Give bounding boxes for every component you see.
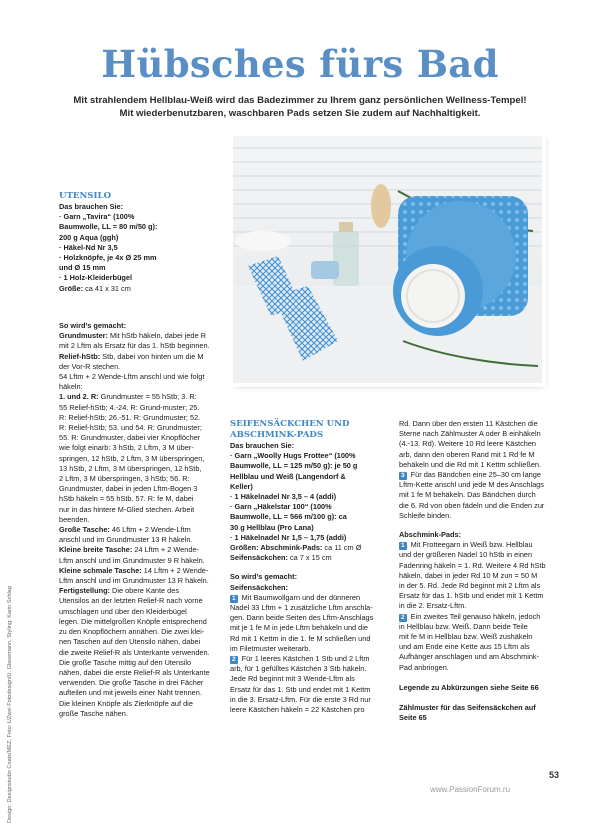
instruction-line: [59, 637, 221, 647]
step-line: mit je 1 fe M in jede Lftm behäkeln und die: [230, 623, 368, 633]
seifen-column: [230, 419, 395, 715]
product-photo: [233, 136, 542, 383]
step-line: und der größeren Nadel 10 hStb in einen: [399, 550, 533, 560]
instruction-line: [59, 607, 221, 617]
needs-item: · 1 Häkelnadel Nr 1,5 – 1,75 (addi): [230, 532, 347, 542]
step-number: 2: [401, 613, 405, 621]
how-heading: So wird’s gemacht:: [230, 572, 298, 582]
needs-item: · Garn „Häkelstar 100“ (100%: [230, 502, 332, 512]
step-line: mit 1 fe M behäkeln. Das Bändchen durch: [399, 490, 536, 500]
size-label: Seifensäckchen:: [230, 553, 288, 563]
step-line: in die 3. Ersatz-Lftm. Für die erste 3 Rd nur: [230, 694, 371, 704]
step-line: [230, 593, 395, 603]
instruction-line: [59, 658, 221, 668]
step-line: Ersatz für das 1. hStb und endet mit 1 Kettm: [399, 591, 544, 601]
instruction-text: umschlagen und über den Kleiderbügel: [59, 606, 187, 616]
size-value: ca 11 cm Ø: [322, 543, 362, 553]
step-line: im Filetmuster weiterarb.: [230, 643, 311, 653]
step-line: Fadenring häkeln = 1. Rd. Weitere 4 Rd hStb: [399, 560, 546, 570]
instruction-text: verwenden. Die große Tasche in drei Fächer: [59, 678, 204, 688]
text-line: behäkeln und die Rd mit 1 Kettm schließen.: [399, 459, 542, 469]
instruction-text: 2 Lftm, 3 M überspringen, 3 hStb; 56. R:: [59, 474, 190, 484]
instruction-text: nen Taschen auf den Utensilo nähen, dabei: [59, 637, 201, 647]
instruction-line: [59, 392, 221, 402]
step-line: [230, 654, 395, 664]
step-line: Pad anbringen.: [399, 662, 449, 672]
intro-line: Mit wiederbenutzbaren, waschbaren Pads setzen Sie zudem auf Nachhaltigkeit.: [119, 108, 481, 119]
instruction-line: [59, 433, 221, 443]
step-line: Nadel 33 Lftm + 1 zusätzliche Lftm anschla-: [230, 603, 373, 613]
instruction-line: [59, 709, 221, 719]
instruction-text: legen. Die mittelgroßen Knöpfe entsprechend: [59, 616, 207, 626]
step-text: Für das Bändchen eine 25–30 cm lange: [408, 470, 541, 480]
needs-item: · 1 Häkelnadel Nr 3,5 – 4 (addi): [230, 492, 337, 502]
needs-item: Baumwolle, LL = 566 m/100 g): ca: [230, 512, 347, 522]
instruction-line: [59, 352, 221, 362]
instruction-text: Mit hStb häkeln, dabei jede R: [107, 331, 206, 341]
instruction-text: der Vor-R stechen.: [59, 361, 121, 371]
instruction-text: R: Relief-hStb; 53. und 54. R: Grundmuster;: [59, 423, 202, 433]
needs-item: 200 g Aqua (ggh): [59, 232, 119, 242]
intro-text: [60, 94, 540, 120]
instruction-text: springen, 12 hStb, 2 Lftm, 3 M überspringen,: [59, 453, 205, 463]
instruction-label: Grundmuster:: [59, 331, 108, 341]
instruction-text: aufteilen und mit jeweils einer Naht trennen.: [59, 688, 202, 698]
instruction-text: Lftm anschl und im Grundmuster 13 R häkeln.: [59, 576, 209, 586]
step-line: leere Kästchen häkeln = 22 Kästchen pro: [230, 705, 365, 715]
instruction-text: 54 Lftm + 2 Wende-Lftm anschl und wie folgt: [59, 372, 205, 382]
instruction-line: [59, 617, 221, 627]
instruction-line: [59, 515, 221, 525]
step-line: [399, 612, 559, 622]
needs-item: Baumwolle, LL = 125 m/50 g): je 50 g: [230, 461, 358, 471]
step-line: in der 5. Rd. Jede Rd beginnt mit 2 Lftm als: [399, 581, 541, 591]
size-line: [59, 284, 221, 294]
instruction-text: nur in das hintere M-Glied stechen. Arbeit: [59, 504, 195, 514]
instruction-line: [59, 403, 221, 413]
step-line: mit fe M in Hellblau bzw. Weiß zushäkeln: [399, 632, 533, 642]
step-line: Jede Rd beginnt mit 3 Wende-Lftm als: [230, 674, 355, 684]
instruction-label: 1. und 2. R:: [59, 392, 99, 402]
instruction-line: [59, 474, 221, 484]
step-number: 1: [232, 594, 236, 602]
instruction-text: anschl und im Grundmuster 13 R häkeln.: [59, 535, 193, 545]
instruction-label: Kleine schmale Tasche:: [59, 565, 142, 575]
instruction-text: zu den Knopflöchern annähen. Die zwei klei-: [59, 627, 205, 637]
needs-item: · 1 Holz-Kleiderbügel: [59, 273, 133, 283]
text-line: arb, dann den oberen Rand mit 1 Rd fe M: [399, 449, 535, 459]
step-number: 3: [401, 472, 405, 480]
instruction-text: Lftm anschl und im Grundmuster 9 R häkeln.: [59, 555, 205, 565]
instruction-text: R: Relief-hStb; 26.-51. R: Grundmuster; 52.: [59, 412, 201, 422]
instruction-text: beenden.: [59, 514, 90, 524]
instruction-line: [59, 494, 221, 504]
instruction-text: 55. R: Grundmuster, dabei vier Knopflöcher: [59, 433, 201, 443]
needs-item: · Garn „Tavira“ (100%: [59, 212, 135, 222]
section-heading: SEIFENSÄCKCHEN UND: [230, 419, 350, 429]
instruction-text: Stb, dabei von hinten um die M: [100, 351, 204, 361]
size-label: Größen: Abschmink-Pads:: [230, 543, 323, 553]
instruction-text: mit 2 Lftm als Ersatz für das 1. hStb beginnen.: [59, 341, 210, 351]
step-text: Mit Baumwollgarn und der dünneren: [239, 592, 361, 602]
instruction-line: [59, 423, 221, 433]
step-line: häkeln, dabei in jeder Rd 10 M zun = 50 M: [399, 570, 538, 580]
step-line: arb, für 1 gefülltes Kästchen 3 Stb häkeln.: [230, 664, 367, 674]
step-line: die 6. Rd von oben fädeln und die Enden zur: [399, 500, 545, 510]
instruction-line: [59, 362, 221, 372]
instruction-text: 14 Lftm + 2 Wende-: [141, 565, 209, 575]
instruction-line: [59, 454, 221, 464]
instruction-text: nähen, dabei die erste Relief-R als Unterkante: [59, 667, 210, 677]
step-line: [399, 540, 559, 550]
instruction-line: [59, 699, 221, 709]
page-title: Hübsches fürs Bad: [101, 42, 499, 86]
right-column: [399, 419, 559, 723]
needs-item: Keller): [230, 481, 253, 491]
watermark: www.PassionForum.ru: [430, 785, 511, 794]
instruction-line: [59, 596, 221, 606]
instruction-text: Die große Tasche mittig auf den Utensilo: [59, 657, 192, 667]
instruction-line: [59, 443, 221, 453]
utensilo-column: [59, 191, 221, 294]
needs-item: Hellblau und Weiß (Langendorf &: [230, 471, 346, 481]
instruction-line: [59, 331, 221, 341]
utensilo-instructions: [59, 321, 221, 719]
step-text: Für 1 leeres Kästchen 1 Stb und 2 Lftm: [239, 654, 370, 664]
instruction-line: [59, 627, 221, 637]
size-line: [230, 543, 395, 553]
instruction-line: [59, 586, 221, 596]
instruction-text: große Tasche nähen.: [59, 708, 128, 718]
instructions-body: [59, 331, 221, 719]
step-text: Mit Frotteegarn in Weiß bzw. Hellblau: [408, 540, 533, 550]
instruction-line: [59, 382, 221, 392]
instruction-line: [59, 505, 221, 515]
step-number: 2: [232, 656, 236, 664]
instruction-label: Große Tasche:: [59, 525, 110, 535]
step-line: und am Ende eine Kette aus 15 Lftm als: [399, 642, 530, 652]
instruction-line: [59, 525, 221, 535]
photo-credit: Design: Designstudio Coats/MEZ, Foto: UZwei Fotodesign/U. Glasemann, Styling: Karin Schlag: [7, 586, 13, 823]
instruction-text: häkeln:: [59, 382, 83, 392]
step-number: 1: [401, 542, 405, 550]
size-value: ca 7 x 15 cm: [287, 553, 332, 563]
step-line: in die 2. Ersatz-Lftm.: [399, 601, 467, 611]
instruction-label: Fertigstellung:: [59, 586, 110, 596]
instruction-text: Grundmuster, dabei in jeden Lftm-Bogen 3: [59, 484, 198, 494]
needs-heading: Das brauchen Sie:: [59, 202, 124, 211]
instruction-line: [59, 413, 221, 423]
section-heading: UTENSILO: [59, 191, 112, 201]
instruction-text: 13 hStb, 2 Lftm, 3 M überspringen, 12 hStb,: [59, 463, 202, 473]
step-line: Ersatz für das 1. Stb und endet mit 1 Kettm: [230, 684, 371, 694]
step-line: in Hellblau bzw. Weiß. Dann beide Teile: [399, 621, 528, 631]
instruction-label: Relief-hStb:: [59, 351, 101, 361]
legend-reference: Legende zu Abkürzungen siehe Seite 66: [399, 682, 539, 692]
intro-line: Mit strahlendem Hellblau-Weiß wird das Badezimmer zu Ihrem ganz persönlichen Wellness-Tempel!: [73, 95, 527, 106]
instruction-line: [59, 484, 221, 494]
instruction-line: [59, 678, 221, 688]
instruction-line: [59, 464, 221, 474]
instruction-line: [59, 535, 221, 545]
instruction-text: Grundmuster = 55 hStb; 3. R:: [98, 392, 197, 402]
chart-reference: Zählmuster für das Seifensäckchen auf: [399, 703, 536, 713]
instruction-line: [59, 668, 221, 678]
needs-item: · Garn „Woolly Hugs Frottee“ (100%: [230, 451, 356, 461]
instruction-line: [59, 341, 221, 351]
instruction-text: Die kleinen Knöpfe als Zierknöpfe auf die: [59, 698, 193, 708]
instruction-text: 24 Lftm + 2 Wende-: [132, 545, 199, 555]
instruction-text: Utensilos an der letzten Relief-R nach vorne: [59, 596, 203, 606]
needs-heading: Das brauchen Sie:: [230, 441, 295, 450]
instruction-text: hStb häkeln = 55 hStb. 57. R: fe M, dabei: [59, 494, 194, 504]
instruction-line: [59, 566, 221, 576]
needs-item: 30 g Hellblau (Pro Lana): [230, 522, 314, 532]
needs-item: und Ø 15 mm: [59, 263, 106, 273]
needs-item: Baumwolle, LL = 80 m/50 g):: [59, 222, 158, 232]
instruction-text: Die obere Kante des: [110, 586, 179, 596]
instruction-line: [59, 688, 221, 698]
sub-heading: Abschmink-Pads:: [399, 530, 462, 540]
step-line: gen. Dann beide Seiten des Lftm-Anschlags: [230, 613, 374, 623]
text-line: Rd. Dann über den ersten 11 Kästchen die: [399, 419, 538, 428]
page-number: 53: [549, 770, 560, 780]
how-heading: So wird’s gemacht:: [59, 321, 127, 330]
instruction-text: wie folgt einarb: 3 hStb, 2 Lftm, 3 M über-: [59, 443, 194, 453]
sub-heading: Seifensäckchen:: [230, 582, 288, 592]
section-heading: ABSCHMINK-PADS: [230, 430, 324, 440]
size-value: ca 41 x 31 cm: [83, 283, 131, 293]
step-line: Aufhänger anschlagen und am Abschmink-: [399, 652, 540, 662]
instruction-line: [59, 556, 221, 566]
step-line: Lftm-Kette anschl und jede M des Anschlags: [399, 480, 544, 490]
size-label: Größe:: [59, 283, 84, 293]
step-line: Schleife binden.: [399, 510, 452, 520]
needs-item: · Häkel-Nd Nr 3,5: [59, 242, 118, 252]
step-text: Ein zweites Teil genauso häkeln, jedoch: [408, 611, 541, 621]
instruction-text: 46 Lftm + 2 Wende-Lftm: [109, 525, 191, 535]
chart-reference: Seite 65: [399, 713, 427, 723]
instruction-line: [59, 372, 221, 382]
size-line: [230, 553, 395, 563]
text-line: (4.-13. Rd). Weitere 10 Rd leere Kästchen: [399, 439, 537, 449]
instruction-line: [59, 576, 221, 586]
step-line: [399, 470, 559, 480]
instruction-line: [59, 648, 221, 658]
instruction-label: Kleine breite Tasche:: [59, 545, 133, 555]
instruction-text: die zweite Relief-R als Unterkante verwenden.: [59, 647, 210, 657]
needs-item: · Holzknöpfe, je 4x Ø 25 mm: [59, 253, 157, 263]
instruction-text: 55 Relief-hStb; 4.-24. R: Grund-muster; 25.: [59, 402, 200, 412]
instruction-line: [59, 545, 221, 555]
step-line: Rd mit 1 Kettm in die 1. fe M schließen und: [230, 633, 371, 643]
text-line: Sterne nach Zählmuster A oder B einhäkeln: [399, 429, 541, 439]
